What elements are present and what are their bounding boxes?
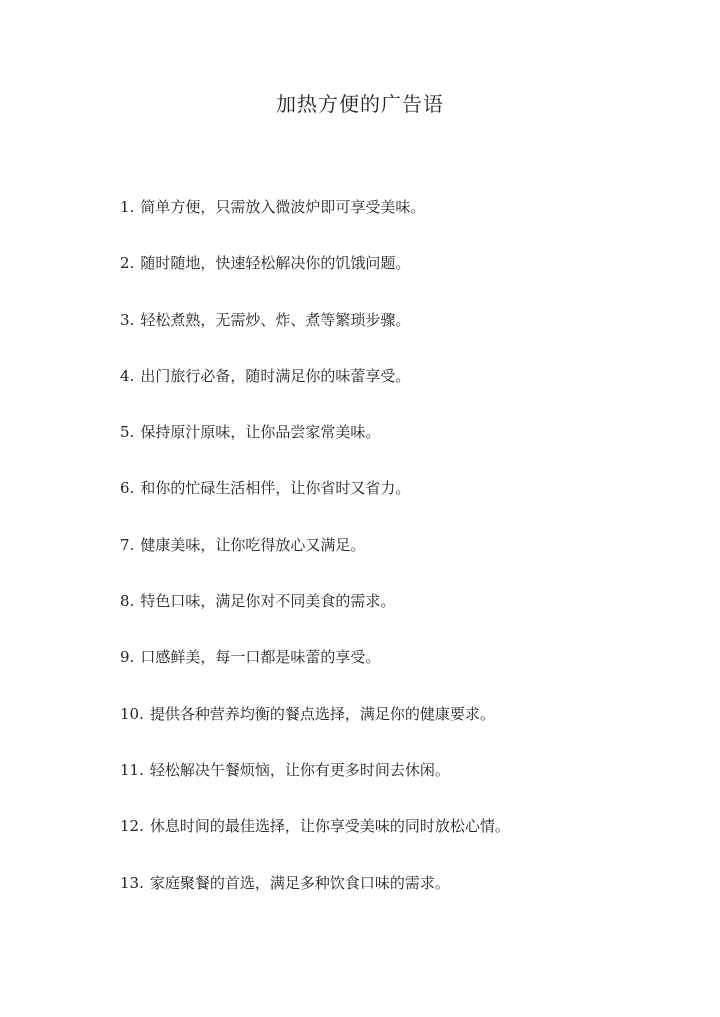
item-number: 8. (120, 592, 135, 611)
list-item (120, 703, 690, 759)
item-number: 4. (120, 366, 135, 385)
item-text: 轻松解决午餐烦恼，让你有更多时间去休闲。 (149, 760, 450, 779)
slogan-list (120, 196, 690, 928)
list-item (120, 590, 690, 646)
item-number: 1. (120, 198, 135, 216)
item-number: 13. (120, 873, 144, 892)
item-text: 简单方便，只需放入微波炉即可享受美味。 (140, 198, 426, 216)
list-item (120, 365, 690, 421)
item-text: 健康美味，让你吃得放心又满足。 (140, 535, 366, 554)
list-item (120, 477, 690, 533)
list-item (120, 421, 690, 477)
list-item (120, 196, 690, 252)
item-text: 特色口味，满足你对不同美食的需求。 (140, 592, 396, 611)
item-text: 出门旅行必备，随时满足你的味蕾享受。 (140, 366, 411, 385)
item-text: 家庭聚餐的首选，满足多种饮食口味的需求。 (149, 873, 450, 892)
item-text: 轻松煮熟，无需炒、炸、煮等繁琐步骤。 (140, 310, 411, 329)
item-number: 6. (120, 479, 135, 498)
list-item (120, 534, 690, 590)
item-number: 9. (120, 648, 135, 667)
list-item (120, 815, 690, 871)
list-item (120, 646, 690, 702)
item-number: 7. (120, 535, 135, 554)
list-item (120, 872, 690, 928)
item-number: 12. (120, 817, 144, 836)
item-text: 口感鲜美，每一口都是味蕾的享受。 (140, 648, 381, 667)
item-text: 和你的忙碌生活相伴，让你省时又省力。 (140, 479, 411, 498)
item-number: 2. (120, 254, 135, 273)
list-item (120, 252, 690, 308)
item-number: 10. (120, 704, 144, 723)
list-item (120, 759, 690, 815)
item-text: 提供各种营养均衡的餐点选择，满足你的健康要求。 (149, 704, 495, 723)
item-number: 11. (120, 760, 144, 779)
page-title: 加热方便的广告语 (276, 92, 444, 116)
item-text: 保持原汁原味，让你品尝家常美味。 (140, 423, 381, 442)
item-text: 休息时间的最佳选择，让你享受美味的同时放松心情。 (149, 817, 510, 836)
item-number: 5. (120, 423, 135, 442)
item-text: 随时随地，快速轻松解决你的饥饿问题。 (140, 254, 411, 273)
list-item (120, 309, 690, 365)
item-number: 3. (120, 310, 135, 329)
